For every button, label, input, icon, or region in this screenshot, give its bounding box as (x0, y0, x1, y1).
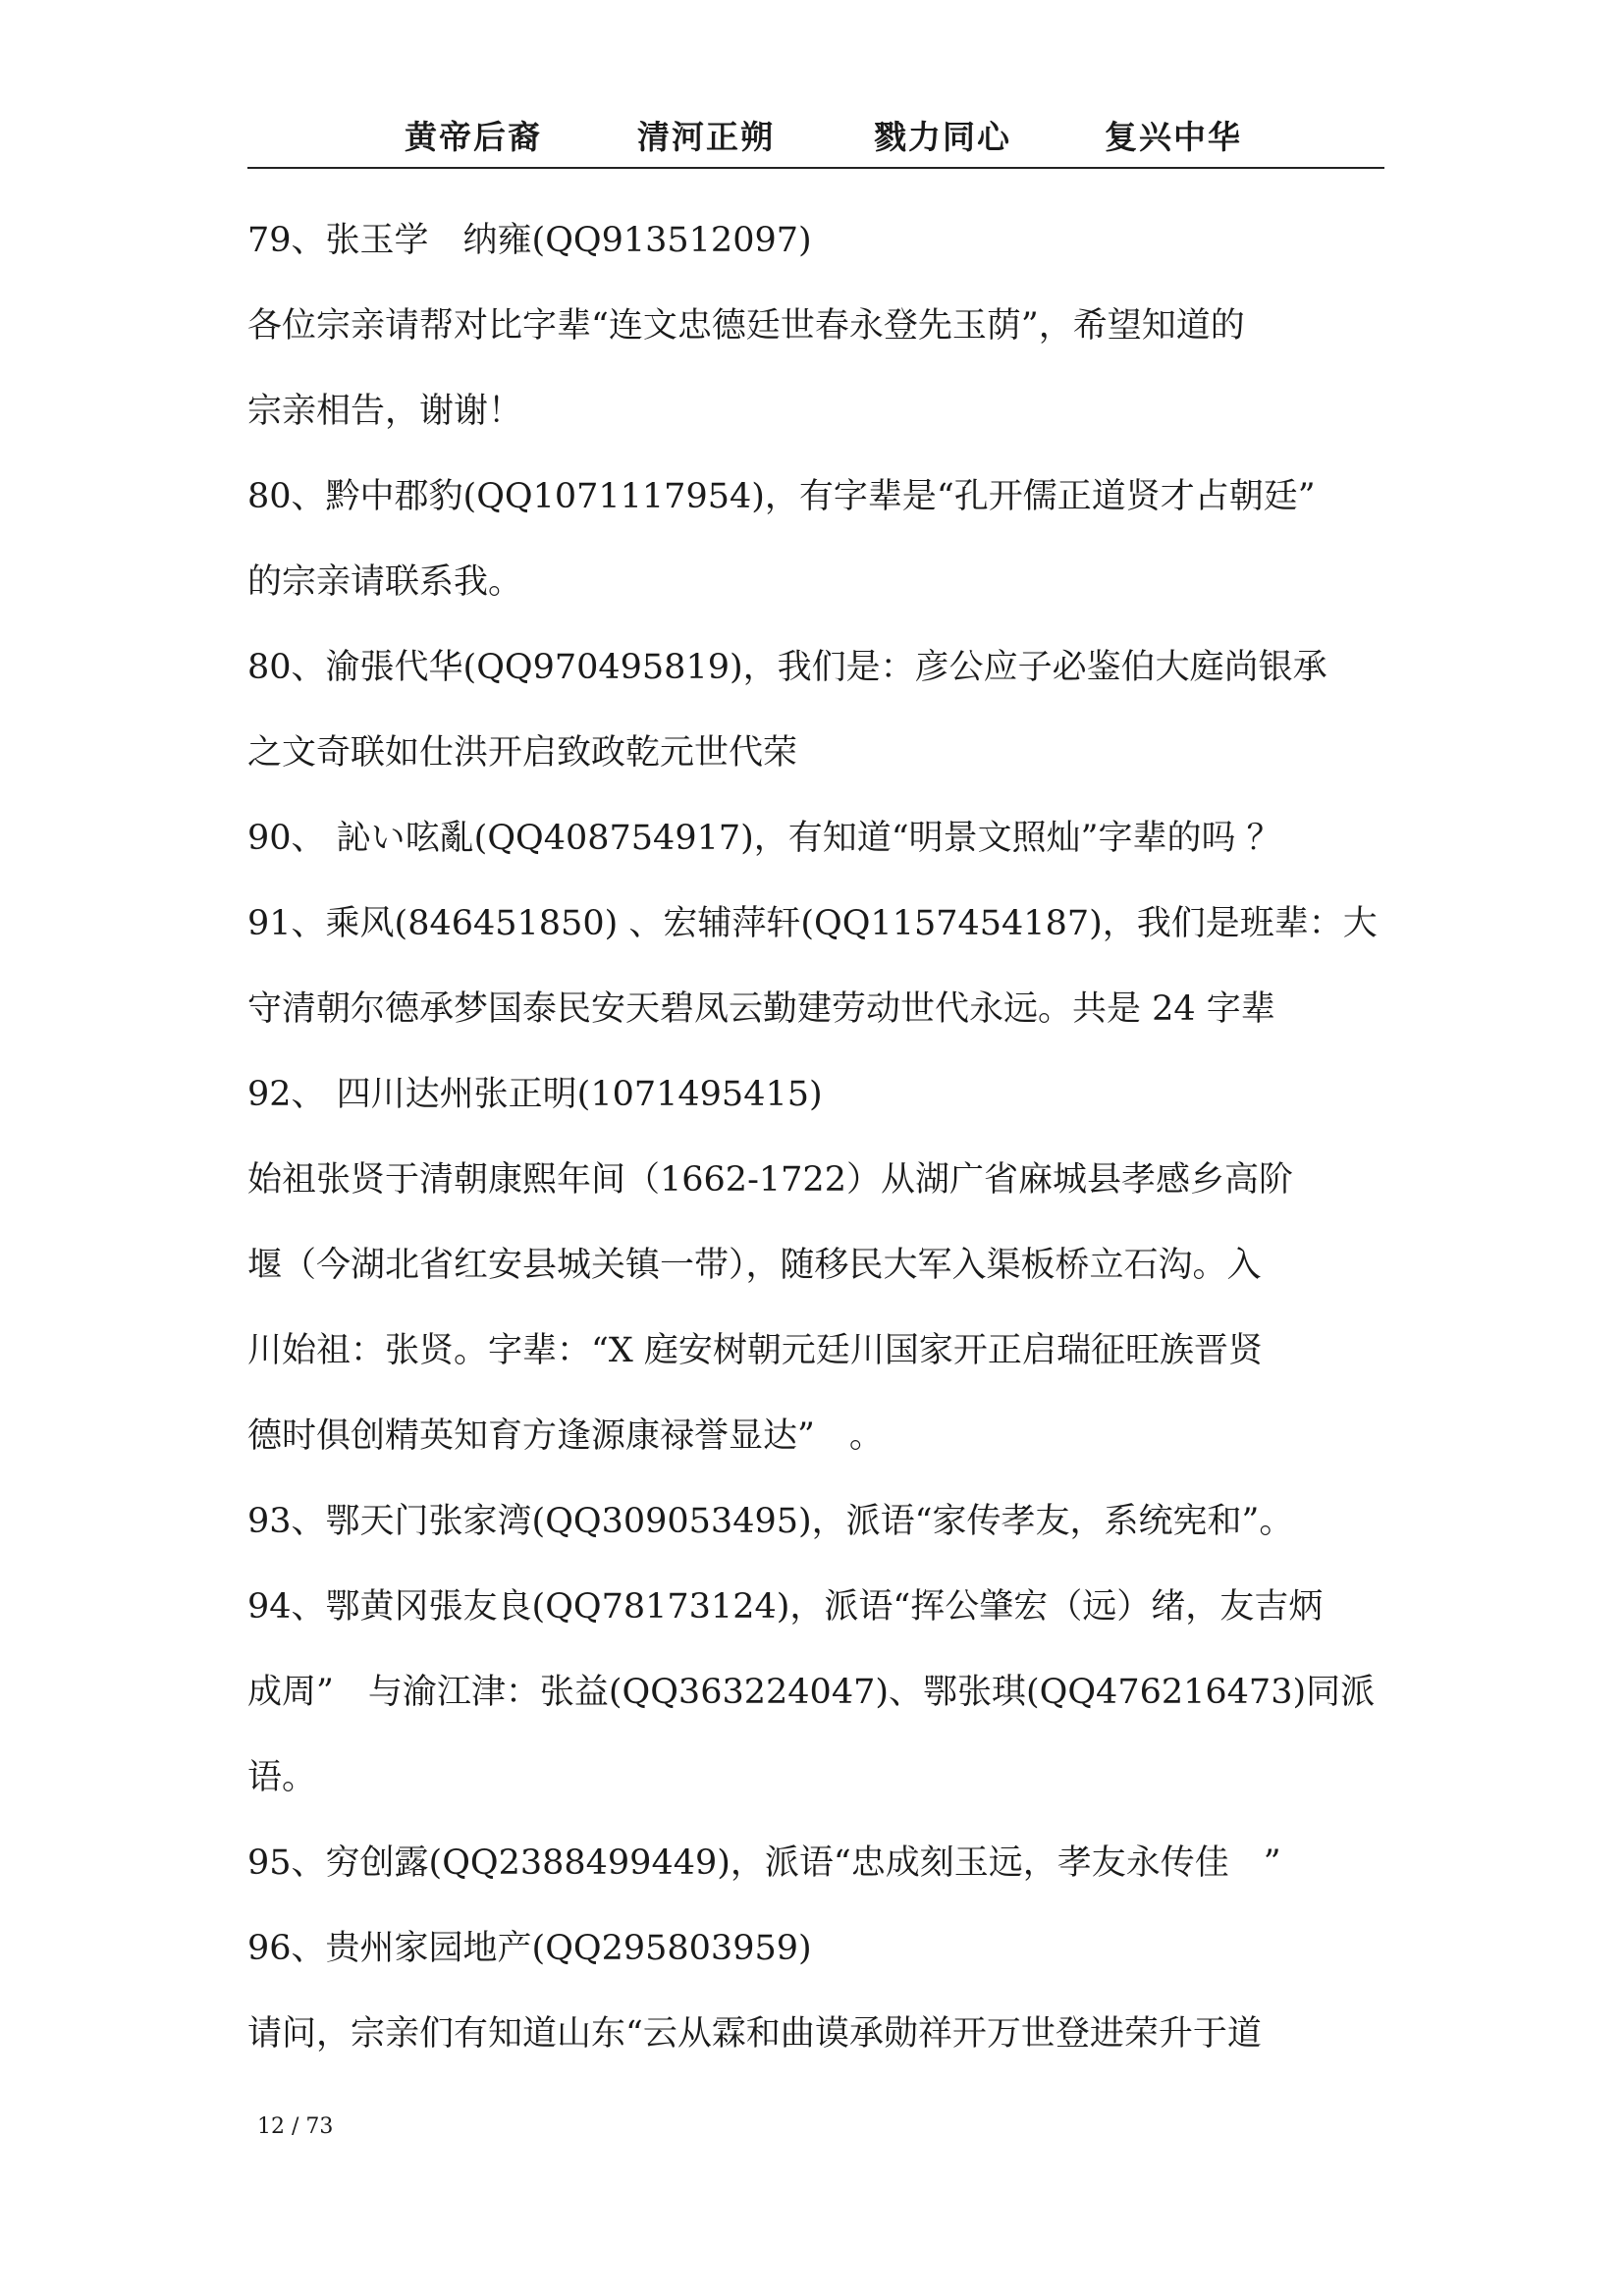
text-line: 的宗亲请联系我。 (247, 562, 523, 602)
text-line: 93、鄂天门张家湾(QQ309053495)，派语“家传孝友，系统宪和”。 (247, 1502, 1294, 1541)
text-line: 请问，宗亲们有知道山东“云从霖和曲谟承勋祥开万世登进荣升于道 (247, 2014, 1262, 2054)
text-line: 91、乘风(846451850) 、宏辅萍轩(QQ1157454187)，我们是班辈：大 (247, 904, 1378, 943)
text-line: 之文奇联如仕洪开启致政乾元世代荣 (247, 733, 798, 773)
text-line: 川始祖：张贤。字辈：“X 庭安树朝元廷川国家开正启瑞征旺族晋贤 (247, 1331, 1263, 1370)
header-divider (247, 167, 1384, 169)
text-line: 始祖张贤于清朝康熙年间（1662-1722）从湖广省麻城县孝感乡高阶 (247, 1160, 1293, 1200)
text-line: 79、张玉学 纳雍(QQ913512097) (247, 221, 812, 260)
text-line: 80、渝張代华(QQ970495819)，我们是：彦公应子必鉴伯大庭尚银承 (247, 648, 1327, 687)
text-line: 94、鄂黄冈張友良(QQ78173124)，派语“挥公肇宏（远）绪，友吉炳 (247, 1587, 1324, 1627)
text-line: 各位宗亲请帮对比字辈“连文忠德廷世春永登先玉荫”，希望知道的 (247, 306, 1245, 346)
text-line: 90、 訫い呟亂(QQ408754917)，有知道“明景文照灿”字辈的吗 ？ (247, 819, 1281, 858)
text-line: 92、 四川达州张正明(1071495415) (247, 1075, 823, 1114)
document-body (247, 206, 1384, 2085)
text-line: 成周” 与渝江津：张益(QQ363224047)、鄂张琪(QQ476216473)同派 (247, 1673, 1376, 1712)
header-slogan-2: 清河正朔 (637, 118, 775, 156)
text-line: 守清朝尔德承梦国泰民安天碧凤云勤建劳动世代永远。共是 24 字辈 (247, 989, 1275, 1029)
text-line: 德时俱创精英知育方逢源康禄誉显达” 。 (247, 1416, 884, 1456)
text-line: 语。 (247, 1758, 317, 1797)
text-line: 80、黔中郡豹(QQ1071117954)，有字辈是“孔开儒正道贤才占朝廷” (247, 477, 1316, 516)
header-slogan-3: 戮力同心 (874, 118, 1011, 156)
header-slogan-4: 复兴中华 (1105, 118, 1242, 156)
page-number: 12 / 73 (257, 2114, 334, 2139)
header-slogan-1: 黄帝后裔 (405, 118, 542, 156)
text-line: 宗亲相告，谢谢！ (247, 392, 523, 431)
page-header (247, 116, 1384, 167)
text-line: 95、穷创露(QQ2388499449)，派语“忠成刻玉远，孝友永传佳 ” (247, 1843, 1281, 1883)
text-line: 堰（今湖北省红安县城关镇一带），随移民大军入渠板桥立石沟。入 (247, 1246, 1262, 1285)
text-line: 96、贵州家园地产(QQ295803959) (247, 1929, 812, 1968)
